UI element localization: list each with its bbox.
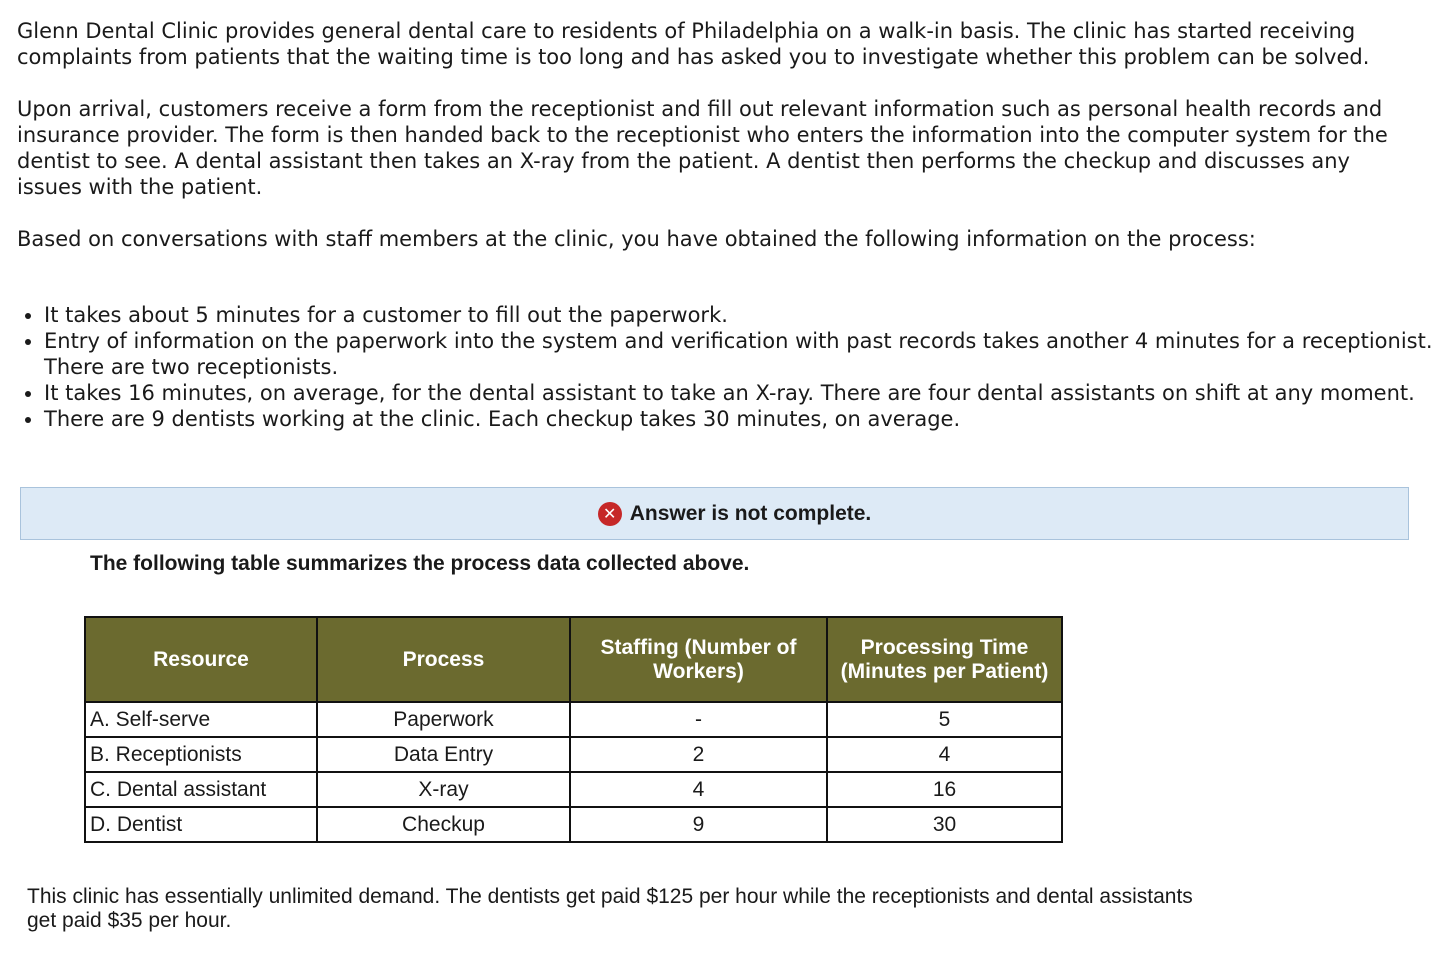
header-resource: Resource xyxy=(85,617,317,702)
intro-paragraph-3: Based on conversations with staff members at the clinic, you have obtained the following information on the process: xyxy=(17,227,1256,251)
table-row xyxy=(85,807,1062,842)
x-circle-icon: ✕ xyxy=(598,502,622,526)
table-row xyxy=(85,772,1062,807)
time-cell: 5 xyxy=(827,702,1062,737)
table-row xyxy=(85,737,1062,772)
time-cell: 30 xyxy=(827,807,1062,842)
staffing-cell: 2 xyxy=(570,737,827,772)
resource-cell: A. Self-serve xyxy=(85,702,317,737)
time-cell: 4 xyxy=(827,737,1062,772)
resource-cell: C. Dental assistant xyxy=(85,772,317,807)
list-item: • There are 9 dentists working at the clinic. Each checkup takes 30 minutes, on average. xyxy=(44,406,1439,432)
intro-paragraph-1: Glenn Dental Clinic provides general dental care to residents of Philadelphia on a walk-in basis. The clinic has started receiving complaints from patients that the waiting time is too long and has asked you to investigate whether this problem can be solved. xyxy=(17,19,1370,69)
answer-status-text: Answer is not complete. xyxy=(629,501,872,525)
resource-cell: B. Receptionists xyxy=(85,737,317,772)
header-processing-time: Processing Time (Minutes per Patient) xyxy=(827,617,1062,702)
process-cell: Data Entry xyxy=(317,737,570,772)
list-item: • Entry of information on the paperwork into the system and verification with past records takes another 4 minutes for a receptionist. There are two receptionists. xyxy=(44,328,1439,380)
list-item: • It takes 16 minutes, on average, for the dental assistant to take an X-ray. There are four dental assistants on shift at any moment. xyxy=(44,380,1439,406)
table-header-row xyxy=(85,617,1062,702)
process-table xyxy=(84,616,1063,843)
intro-paragraph-2: Upon arrival, customers receive a form from the receptionist and fill out relevant information such as personal health records and insurance provider. The form is then handed back to the receptionist who enters the information into the computer system for the dentist to see. A dental assistant then takes an X-ray from the patient. A dentist then performs the checkup and discusses any issues with the patient. xyxy=(17,97,1388,199)
process-cell: Checkup xyxy=(317,807,570,842)
process-cell: X-ray xyxy=(317,772,570,807)
answer-status-banner xyxy=(20,487,1409,540)
process-info-list xyxy=(17,302,1439,432)
header-process: Process xyxy=(317,617,570,702)
table-row xyxy=(85,702,1062,737)
staffing-cell: 9 xyxy=(570,807,827,842)
time-cell: 16 xyxy=(827,772,1062,807)
staffing-cell: - xyxy=(570,702,827,737)
staffing-cell: 4 xyxy=(570,772,827,807)
resource-cell: D. Dentist xyxy=(85,807,317,842)
footer-paragraph: This clinic has essentially unlimited demand. The dentists get paid $125 per hour while the receptionists and dental assistants get paid $35 per hour. xyxy=(27,885,1193,932)
process-cell: Paperwork xyxy=(317,702,570,737)
table-intro: The following table summarizes the process data collected above. xyxy=(90,552,750,575)
header-staffing: Staffing (Number of Workers) xyxy=(570,617,827,702)
list-item: • It takes about 5 minutes for a customer to fill out the paperwork. xyxy=(44,302,1439,328)
